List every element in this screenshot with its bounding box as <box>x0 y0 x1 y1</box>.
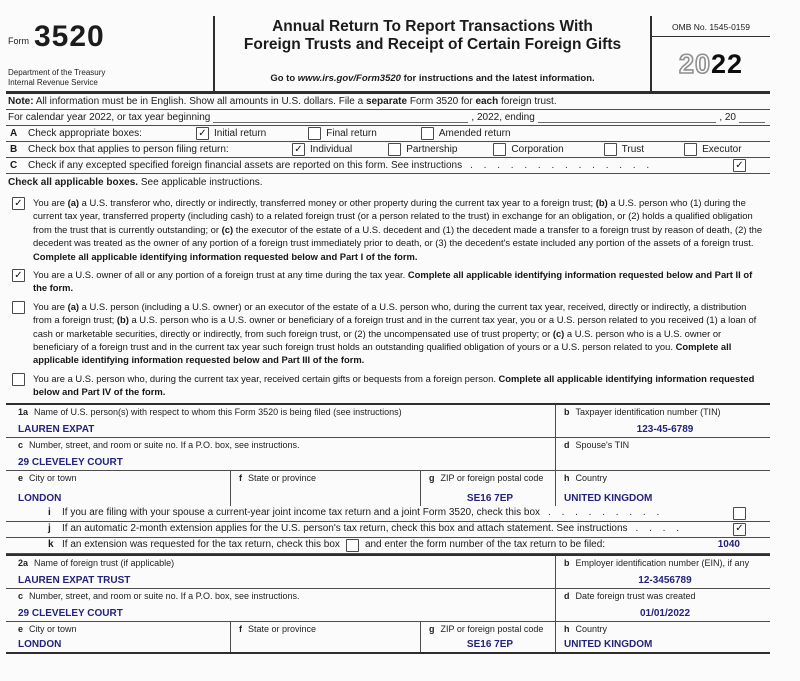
calendar-year-line <box>6 110 770 126</box>
line-j-letter: j <box>48 523 51 535</box>
paragraph-transferor <box>6 192 770 264</box>
field-number: g <box>429 472 435 483</box>
table-row <box>6 471 770 506</box>
field-label: Name of U.S. person(s) with respect to whom this Form 3520 is being filed (see instructions) <box>34 406 402 417</box>
agency-line-2: Internal Revenue Service <box>8 78 98 87</box>
filer-spouse-tin-value[interactable] <box>564 456 766 469</box>
line-b-letter: B <box>10 143 18 155</box>
form-word: Form <box>8 36 29 46</box>
filer-country-value[interactable]: UNITED KINGDOM <box>564 492 653 504</box>
line-k-text-before: If an extension was requested for the tax return, check this box <box>62 539 340 551</box>
goto-line <box>223 73 642 84</box>
form-header <box>6 16 770 94</box>
option-label: Initial return <box>214 127 267 139</box>
trust-state-value[interactable] <box>239 638 416 651</box>
field-2b-ein <box>555 556 770 588</box>
tax-year-suffix: 22 <box>711 48 744 79</box>
dot-leader: . . . . <box>635 523 679 535</box>
field-2h-country <box>555 622 770 652</box>
form-id-block <box>6 16 215 91</box>
field-1e-city <box>6 471 230 506</box>
table-row <box>6 589 770 622</box>
trust-zip-value[interactable]: SE16 7EP <box>466 638 514 650</box>
field-2c-street <box>6 589 555 621</box>
filer-zip-value[interactable]: SE16 7EP <box>466 492 514 504</box>
form-title <box>223 18 642 54</box>
filer-tin-value[interactable]: 123-45-6789 <box>636 423 694 435</box>
field-2d-date-created <box>555 589 770 621</box>
field-number: c <box>18 439 24 450</box>
field-number: 2a <box>18 557 29 568</box>
field-number: f <box>239 472 242 483</box>
irs-url-link[interactable]: www.irs.gov/Form3520 <box>297 73 401 84</box>
paragraph-text: You are (a) a U.S. person (including a U.S. owner) or an executor of the estate of a U.S. person who, during the current tax year, received, directly or indirectly, a distribution from a foreign trust; (b) a U.S. person who is a U.S. owner or beneficiary of a foreign trust and in the current tax year, you or a U.S. person related to you received (1) a loan of cash or marketable securities, directly or indirectly, from such foreign trust, or (2) the uncompensated use of trust property; or (c) a U.S. person who is a U.S. owner or beneficiary of a foreign trust and in the current tax year such foreign trust holds an outstanding qualified obligation of yours or a U.S. person related to you. Complete all applicable identifying information requested below and Part III of the form. <box>33 300 757 366</box>
line-i <box>6 506 770 522</box>
amended-return-checkbox[interactable] <box>421 127 434 140</box>
table-row <box>6 556 770 589</box>
dot-leader: . . . . . . . . . . . . . . <box>470 159 650 171</box>
field-1a-name <box>6 405 555 437</box>
paragraph-distribution <box>6 296 770 368</box>
option-executor[interactable] <box>684 143 741 156</box>
tax-year <box>652 37 770 91</box>
table-row <box>6 438 770 471</box>
line-k-letter: k <box>48 539 54 551</box>
field-number: 1a <box>18 406 29 417</box>
field-label: State or province <box>248 472 317 483</box>
field-label: Country <box>575 472 608 483</box>
option-label: Final return <box>326 127 377 139</box>
field-number: e <box>18 623 24 634</box>
field-label: State or province <box>248 623 317 634</box>
field-2g-zip <box>420 622 555 652</box>
checkmark-icon: ✓ <box>294 143 303 155</box>
extension-2month-checkbox[interactable] <box>733 523 746 536</box>
filer-city-value[interactable]: LONDON <box>18 492 62 504</box>
applicable-boxes-heading: Check all applicable boxes. See applicable instructions. <box>8 177 263 188</box>
trust-street-value[interactable]: 29 CLEVELEY COURT <box>18 607 123 619</box>
field-label: ZIP or foreign postal code <box>440 472 544 483</box>
line-i-text: If you are filing with your spouse a current-year joint income tax return and a joint Form 3520, check this box <box>62 507 541 519</box>
field-1d-spouse-tin <box>555 438 770 470</box>
checkmark-icon: ✓ <box>735 523 744 535</box>
omb-label: OMB No. 1545-0159 <box>652 16 770 37</box>
distribution-checkbox[interactable] <box>12 301 25 314</box>
option-initial-return[interactable] <box>196 127 266 140</box>
field-number: d <box>564 439 570 450</box>
corporation-checkbox[interactable] <box>493 143 506 156</box>
calendar-mid: , 2022, ending <box>471 111 535 123</box>
checkmark-icon: ✓ <box>198 127 207 139</box>
note-text: Note: All information must be in English. Show all amounts in U.S. dollars. File a separate Form 3520 for each foreign trust. <box>8 95 557 107</box>
individual-checkbox[interactable] <box>292 143 305 156</box>
line-k <box>6 538 770 554</box>
option-label: Individual <box>310 143 353 155</box>
field-label: Number, street, and room or suite no. If a P.O. box, see instructions. <box>29 439 300 450</box>
agency-lines <box>8 68 209 88</box>
form-title-line-1: Annual Return To Report Transactions With <box>272 18 593 35</box>
initial-return-checkbox[interactable] <box>196 127 209 140</box>
option-final-return[interactable] <box>308 127 377 140</box>
joint-return-checkbox[interactable] <box>733 507 746 520</box>
line-j <box>6 522 770 538</box>
field-label: Date foreign trust was created <box>575 590 696 601</box>
option-label: Amended return <box>438 127 511 139</box>
field-1c-street <box>6 438 555 470</box>
form-number: 3520 <box>34 20 105 53</box>
option-corporation[interactable] <box>493 143 563 156</box>
table-row <box>6 622 770 652</box>
form-id <box>8 20 209 53</box>
field-label: Taxpayer identification number (TIN) <box>575 406 721 417</box>
line-c-letter: C <box>10 159 18 171</box>
field-2e-city <box>6 622 230 652</box>
paragraph-text: You are a U.S. person who, during the current tax year, received certain gifts or bequests from a foreign person. Complete all applicable identifying information requested below and Part IV of the form. <box>33 372 755 398</box>
gifts-checkbox[interactable] <box>12 373 25 386</box>
line-i-letter: i <box>48 507 51 519</box>
filer-street-value[interactable]: 29 CLEVELEY COURT <box>18 456 123 468</box>
field-number: h <box>564 472 570 483</box>
field-label: Employer identification number (EIN), if any <box>575 557 750 568</box>
line-j-text: If an automatic 2-month extension applies for the U.S. person's tax return, check this box and attach statement. See instructions <box>62 523 628 535</box>
extension-requested-checkbox[interactable] <box>346 539 359 552</box>
executor-checkbox[interactable] <box>684 143 697 156</box>
tax-year-prefix: 20 <box>678 48 711 79</box>
field-label: Name of foreign trust (if applicable) <box>34 557 175 568</box>
paragraph-owner <box>6 264 770 296</box>
dot-leader: . . . . . . . . . <box>548 507 660 519</box>
calendar-suffix: , 20 <box>719 111 736 123</box>
filer-info-table <box>6 403 770 506</box>
omb-year-block <box>650 16 770 91</box>
trust-country-value[interactable]: UNITED KINGDOM <box>564 638 653 650</box>
return-form-number-value[interactable]: 1040 <box>717 539 740 551</box>
field-1g-zip <box>420 471 555 506</box>
goto-prefix: Go to <box>270 73 298 84</box>
checkmark-icon: ✓ <box>14 269 23 281</box>
option-label: Trust <box>621 143 645 155</box>
option-partnership[interactable] <box>388 143 457 156</box>
checkmark-icon: ✓ <box>735 159 744 171</box>
field-label: Country <box>575 623 608 634</box>
form-title-line-2: Foreign Trusts and Receipt of Certain Foreign Gifts <box>243 36 622 53</box>
line-a-letter: A <box>10 127 18 139</box>
field-number: b <box>564 557 570 568</box>
field-number: e <box>18 472 24 483</box>
paragraph-text: You are a U.S. owner of all or any portion of a foreign trust at any time during the tax year. Complete all applicable identifying information requested below and Part II of the form. <box>33 269 753 294</box>
paragraph-text: You are (a) a U.S. transferor who, directly or indirectly, transferred money or other property during the current tax year to a foreign trust; (b) a U.S. person who (1) during the current tax year, transferred property (including cash) to a related foreign trust (or a person related to the trust) in exchange for an obligation, or (2) holds a qualified obligation from the trust that is currently outstanding; or (c) the executor of the estate of a U.S. decedent and (1) the decedent made a transfer to a foreign trust by reason of death, (2) the decedent was treated as the owner of any portion of a foreign trust immediately prior to death, or (3) the decedent's estate included any portion of the assets of a foreign trust. Complete all applicable identifying information requested below and Part I of the form. <box>33 197 763 262</box>
option-label: Partnership <box>406 143 458 155</box>
trust-info-table <box>6 554 770 654</box>
field-number: h <box>564 623 570 634</box>
agency-line-1: Department of the Treasury <box>8 68 106 77</box>
line-a-label: Check appropriate boxes: <box>28 127 142 139</box>
field-label: City or town <box>29 472 77 483</box>
final-return-checkbox[interactable] <box>308 127 321 140</box>
tax-year-suffix-blank[interactable] <box>739 111 765 123</box>
tax-year-ending-blank[interactable] <box>538 111 717 123</box>
excepted-assets-checkbox[interactable] <box>733 159 746 172</box>
trust-city-value[interactable]: LONDON <box>18 638 62 650</box>
line-b <box>6 142 770 158</box>
field-1h-country <box>555 471 770 506</box>
field-number: b <box>564 406 570 417</box>
field-1b-tin <box>555 405 770 437</box>
option-label: Executor <box>702 143 742 155</box>
transferor-checkbox[interactable] <box>12 197 25 210</box>
checkmark-icon: ✓ <box>14 197 23 209</box>
note-line <box>6 94 770 110</box>
trust-checkbox[interactable] <box>604 143 617 156</box>
field-2a-trust-name <box>6 556 555 588</box>
filer-state-value[interactable] <box>239 492 416 505</box>
field-number: g <box>429 623 435 634</box>
option-label: Corporation <box>511 143 564 155</box>
option-amended-return[interactable] <box>421 127 511 140</box>
partnership-checkbox[interactable] <box>388 143 401 156</box>
line-b-label: Check box that applies to person filing return: <box>28 143 229 155</box>
line-k-text-after: and enter the form number of the tax return to be filed: <box>364 539 606 551</box>
line-c-text: Check if any excepted specified foreign financial assets are reported on this form. See instructions <box>28 159 463 171</box>
trust-ein-value[interactable]: 12-3456789 <box>638 574 692 586</box>
field-label: Number, street, and room or suite no. If a P.O. box, see instructions. <box>29 590 300 601</box>
goto-suffix: for instructions and the latest information. <box>400 73 595 84</box>
option-individual[interactable] <box>292 143 352 156</box>
calendar-prefix: For calendar year 2022, or tax year beginning <box>8 111 211 123</box>
field-number: c <box>18 590 24 601</box>
option-trust[interactable] <box>604 143 644 156</box>
owner-checkbox[interactable] <box>12 269 25 282</box>
trust-date-created-value[interactable]: 01/01/2022 <box>639 607 691 619</box>
field-number: f <box>239 623 242 634</box>
paragraph-gifts <box>6 368 770 403</box>
field-2f-state <box>230 622 420 652</box>
form-title-block <box>215 16 650 91</box>
field-label: Spouse's TIN <box>575 439 630 450</box>
form-3520 <box>6 16 770 654</box>
field-label: ZIP or foreign postal code <box>440 623 544 634</box>
tax-year-beginning-blank[interactable] <box>213 111 468 123</box>
trust-name-value[interactable]: LAUREN EXPAT TRUST <box>18 574 131 586</box>
filer-name-value[interactable]: LAUREN EXPAT <box>18 423 95 435</box>
field-1f-state <box>230 471 420 506</box>
table-row <box>6 405 770 438</box>
field-label: City or town <box>29 623 77 634</box>
line-a <box>6 126 770 142</box>
field-number: d <box>564 590 570 601</box>
line-c <box>6 158 770 174</box>
